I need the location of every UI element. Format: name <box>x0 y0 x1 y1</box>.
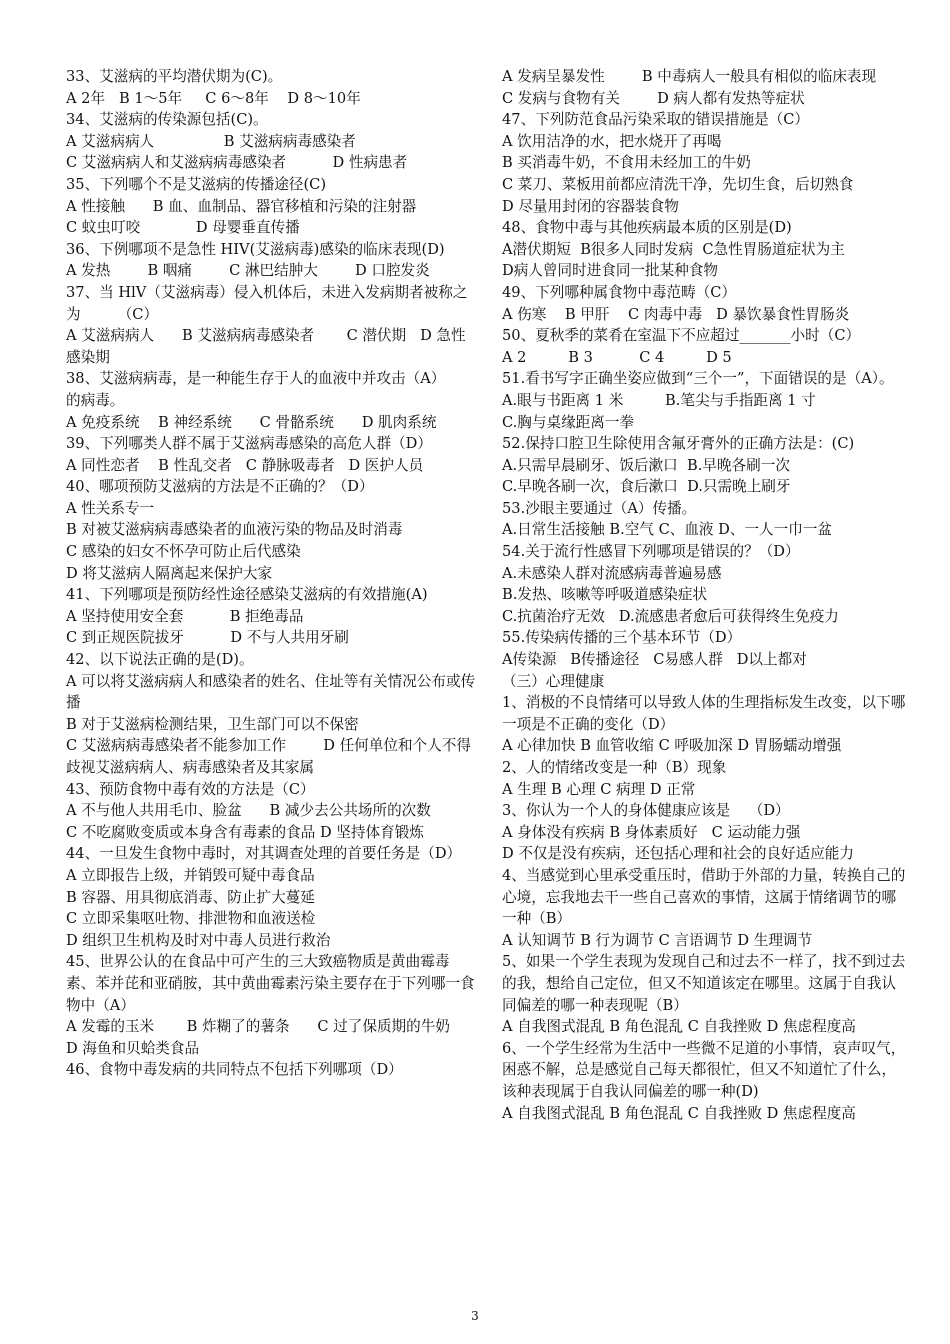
text-line: 1、消极的不良情绪可以导致人体的生理指标发生改变，以下哪一项是不正确的变化（D） <box>502 694 906 733</box>
text-line: D 不仅是没有疾病，还包括心理和社会的良好适应能力 <box>502 845 854 863</box>
text-line: A 身体没有疾病 B 身体素质好 C 运动能力强 <box>502 823 801 841</box>
text-line: B 买消毒牛奶，不食用未经加工的牛奶 <box>502 154 751 172</box>
text-line: 46、食物中毒发病的共同特点不包括下列哪项（D） <box>66 1061 403 1079</box>
text-line: 49、下列哪种属食物中毒范畴（C） <box>502 283 737 301</box>
text-line: A 发病呈暴发性 B 中毒病人一般具有相似的临床表现 C 发病与食物有关 D 病人都有发热等症状 <box>502 68 904 107</box>
right-column <box>502 66 909 1124</box>
text-line: A.日常生活接触 B.空气 C、血液 D、一人一巾一盆 <box>502 521 833 539</box>
text-line: C.胸与桌缘距离一拳 <box>502 413 635 431</box>
text-line: 36、下例哪项不是急性 HIV(艾滋病毒)感染的临床表现(D) <box>66 240 445 258</box>
text-line: 53.沙眼主要通过（A）传播。 <box>502 499 697 517</box>
text-line: A 同性恋者 B 性乱交者 C 静脉吸毒者 D 医护人员 <box>66 456 424 474</box>
text-line: A 发热 B 咽痛 C 淋巴结肿大 D 口腔发炎 <box>66 262 430 280</box>
text-line: A 2年 B 1～5年 C 6～8年 D 8～10年 <box>66 89 361 107</box>
text-line: D 尽量用封闭的容器装食物 <box>502 197 679 215</box>
text-line: B 对被艾滋病病毒感染者的血液污染的物品及时消毒 <box>66 521 403 539</box>
text-line: 51.看书写字正确坐姿应做到“三个一”，下面错误的是（A）。 <box>502 370 894 388</box>
text-line: （三）心理健康 <box>502 672 605 690</box>
text-line: 44、一旦发生食物中毒时，对其调查处理的首要任务是（D） <box>66 845 462 863</box>
text-line: A 可以将艾滋病病人和感染者的姓名、住址等有关情况公布或传播 <box>66 672 476 712</box>
text-line: C 立即采集呕吐物、排泄物和血液送检 <box>66 910 316 928</box>
text-line: A 性关系专一 <box>66 499 155 517</box>
text-line: C 蚊虫叮咬 D 母婴垂直传播 <box>66 219 300 237</box>
text-line: A 免疫系统 B 神经系统 C 骨骼系统 D 肌肉系统 <box>66 413 437 431</box>
text-line: A 饮用洁净的水，把水烧开了再喝 <box>502 132 722 150</box>
left-column <box>66 66 501 1081</box>
text-line: 3、你认为一个人的身体健康应该是 （D） <box>502 802 790 820</box>
text-line: A 立即报告上级，并销毁可疑中毒食品 <box>66 866 315 884</box>
text-line: 48、食物中毒与其他疾病最本质的区别是(D) <box>502 219 792 237</box>
text-line: 43、预防食物中毒有效的方法是（C） <box>66 780 315 798</box>
text-line: 33、艾滋病的平均潜伏期为(C)。 <box>66 68 283 85</box>
text-line: A 生理 B 心理 C 病理 D 正常 <box>502 780 696 798</box>
text-line: 35、下列哪个不是艾滋病的传播途径(C) <box>66 175 327 193</box>
text-line: 2、人的情绪改变是一种（B）现象 <box>502 759 727 776</box>
text-line: C 菜刀、菜板用前都应清洗干净，先切生食，后切熟食 <box>502 175 854 193</box>
text-line: B 对于艾滋病检测结果，卫生部门可以不保密 <box>66 715 359 733</box>
page-number: 3 <box>471 1309 479 1323</box>
text-line: A潜伏期短 B很多人同时发病 C急性胃肠道症状为主 <box>502 240 845 258</box>
text-line: A 坚持使用安全套 B 拒绝毒品 <box>66 607 304 625</box>
text-line: A 艾滋病病人 B 艾滋病病毒感染者 C 潜伏期 D 急性感染期 <box>66 327 466 366</box>
text-line: 34、艾滋病的传染源包括(C)。 <box>66 111 268 129</box>
text-line: 55.传染病传播的三个基本环节（D） <box>502 629 742 647</box>
text-line: C 到正规医院拔牙 D 不与人共用牙刷 <box>66 629 349 647</box>
text-line: 39、下列哪类人群不属于艾滋病毒感染的高危人群（D） <box>66 435 432 453</box>
text-line: A 认知调节 B 行为调节 C 言语调节 D 生理调节 <box>502 931 813 949</box>
text-line: 42、以下说法正确的是(D)。 <box>66 651 254 669</box>
text-line: 54.关于流行性感冒下列哪项是错误的？（D） <box>502 543 800 561</box>
text-line: C 感染的妇女不怀孕可防止后代感染 <box>66 543 301 561</box>
text-line: D病人曾同时进食同一批某种食物 <box>502 262 719 280</box>
text-line: 38、艾滋病病毒，是一种能生存于人的血液中并攻击（A） 的病毒。 <box>66 370 464 409</box>
text-line: A 艾滋病病人 B 艾滋病病毒感染者 <box>66 132 356 150</box>
text-line: A传染源 B传播途径 C易感人群 D以上都对 <box>502 651 807 669</box>
text-line: A.只需早晨刷牙、饭后漱口 B.早晚各刷一次 <box>502 456 790 474</box>
text-line: C 不吃腐败变质或本身含有毒素的食品 D 坚持体育锻炼 <box>66 823 424 841</box>
text-line: B.发热、咳嗽等呼吸道感染症状 <box>502 586 708 604</box>
text-line: 6、一个学生经常为生活中一些微不足道的小事情，哀声叹气，困惑不解，总是感觉自己每天都很忙，但又不知道忙了什么，该种表现属于自我认同偏差的哪一种(D) <box>502 1039 906 1100</box>
text-line: C.抗菌治疗无效 D.流感患者愈后可获得终生免疫力 <box>502 607 839 625</box>
text-line: A 自我图式混乱 B 角色混乱 C 自我挫败 D 焦虑程度高 <box>502 1018 856 1036</box>
text-line: 5、如果一个学生表现为发现自己和过去不一样了，找不到过去的我，想给自己定位，但又不知道该定在哪里。这属于自我认同偏差的哪一种表现呢（B） <box>502 953 906 1014</box>
text-line: 41、下列哪项是预防经性途径感染艾滋病的有效措施(A) <box>66 586 428 604</box>
text-line: 4、当感觉到心里承受重压时，借助于外部的力量，转换自己的心境，忘我地去干一些自己喜欢的事情，这属于情绪调节的哪一种（B） <box>502 866 906 928</box>
text-line: A 心律加快 B 血管收缩 C 呼吸加深 D 胃肠蠕动增强 <box>502 737 842 755</box>
text-line: 52.保持口腔卫生除使用含氟牙膏外的正确方法是：(C) <box>502 435 855 453</box>
text-line: 50、夏秋季的菜肴在室温下不应超过_______小时（C） <box>502 327 861 345</box>
text-line: A 2 B 3 C 4 D 5 <box>502 348 732 366</box>
text-line: A.眼与书距离 1 米 B.笔尖与手指距离 1 寸 <box>502 391 816 409</box>
text-line: D 组织卫生机构及时对中毒人员进行救治 <box>66 931 331 949</box>
text-line: A.未感染人群对流感病毒普遍易感 <box>502 564 722 582</box>
text-line: 45、世界公认的在食品中可产生的三大致癌物质是黄曲霉毒素、苯并芘和亚硝胺，其中黄曲霉素污染主要存在于下列哪一食物中（A） <box>66 953 475 1014</box>
text-line: A 性接触 B 血、血制品、器官移植和污染的注射器 <box>66 197 417 215</box>
text-line: C 艾滋病病毒感染者不能参加工作 D 任何单位和个人不得歧视艾滋病病人、病毒感染者及其家属 <box>66 737 471 776</box>
text-line: A 自我图式混乱 B 角色混乱 C 自我挫败 D 焦虑程度高 <box>502 1104 856 1122</box>
text-line: A 不与他人共用毛巾、脸盆 B 减少去公共场所的次数 <box>66 802 431 820</box>
text-line: 47、下列防范食品污染采取的错误措施是（C） <box>502 111 810 129</box>
text-line: C 艾滋病病人和艾滋病病毒感染者 D 性病患者 <box>66 154 408 172</box>
text-line: B 容器、用具彻底消毒、防止扩大蔓延 <box>66 888 315 906</box>
text-line: D 将艾滋病人隔离起来保护大家 <box>66 564 273 582</box>
text-line: 37、当 HlV（艾滋病毒）侵入机体后，未进入发病期者被称之为 （C） <box>66 283 468 323</box>
text-line: A 发霉的玉米 B 炸糊了的薯条 C 过了保质期的牛奶 D 海鱼和贝蛤类食品 <box>66 1018 501 1057</box>
text-line: C.早晚各刷一次，食后漱口 D.只需晚上刷牙 <box>502 478 791 496</box>
text-line: 40、哪项预防艾滋病的方法是不正确的？（D） <box>66 478 374 496</box>
text-line: A 伤寒 B 甲肝 C 肉毒中毒 D 暴饮暴食性胃肠炎 <box>502 305 850 323</box>
